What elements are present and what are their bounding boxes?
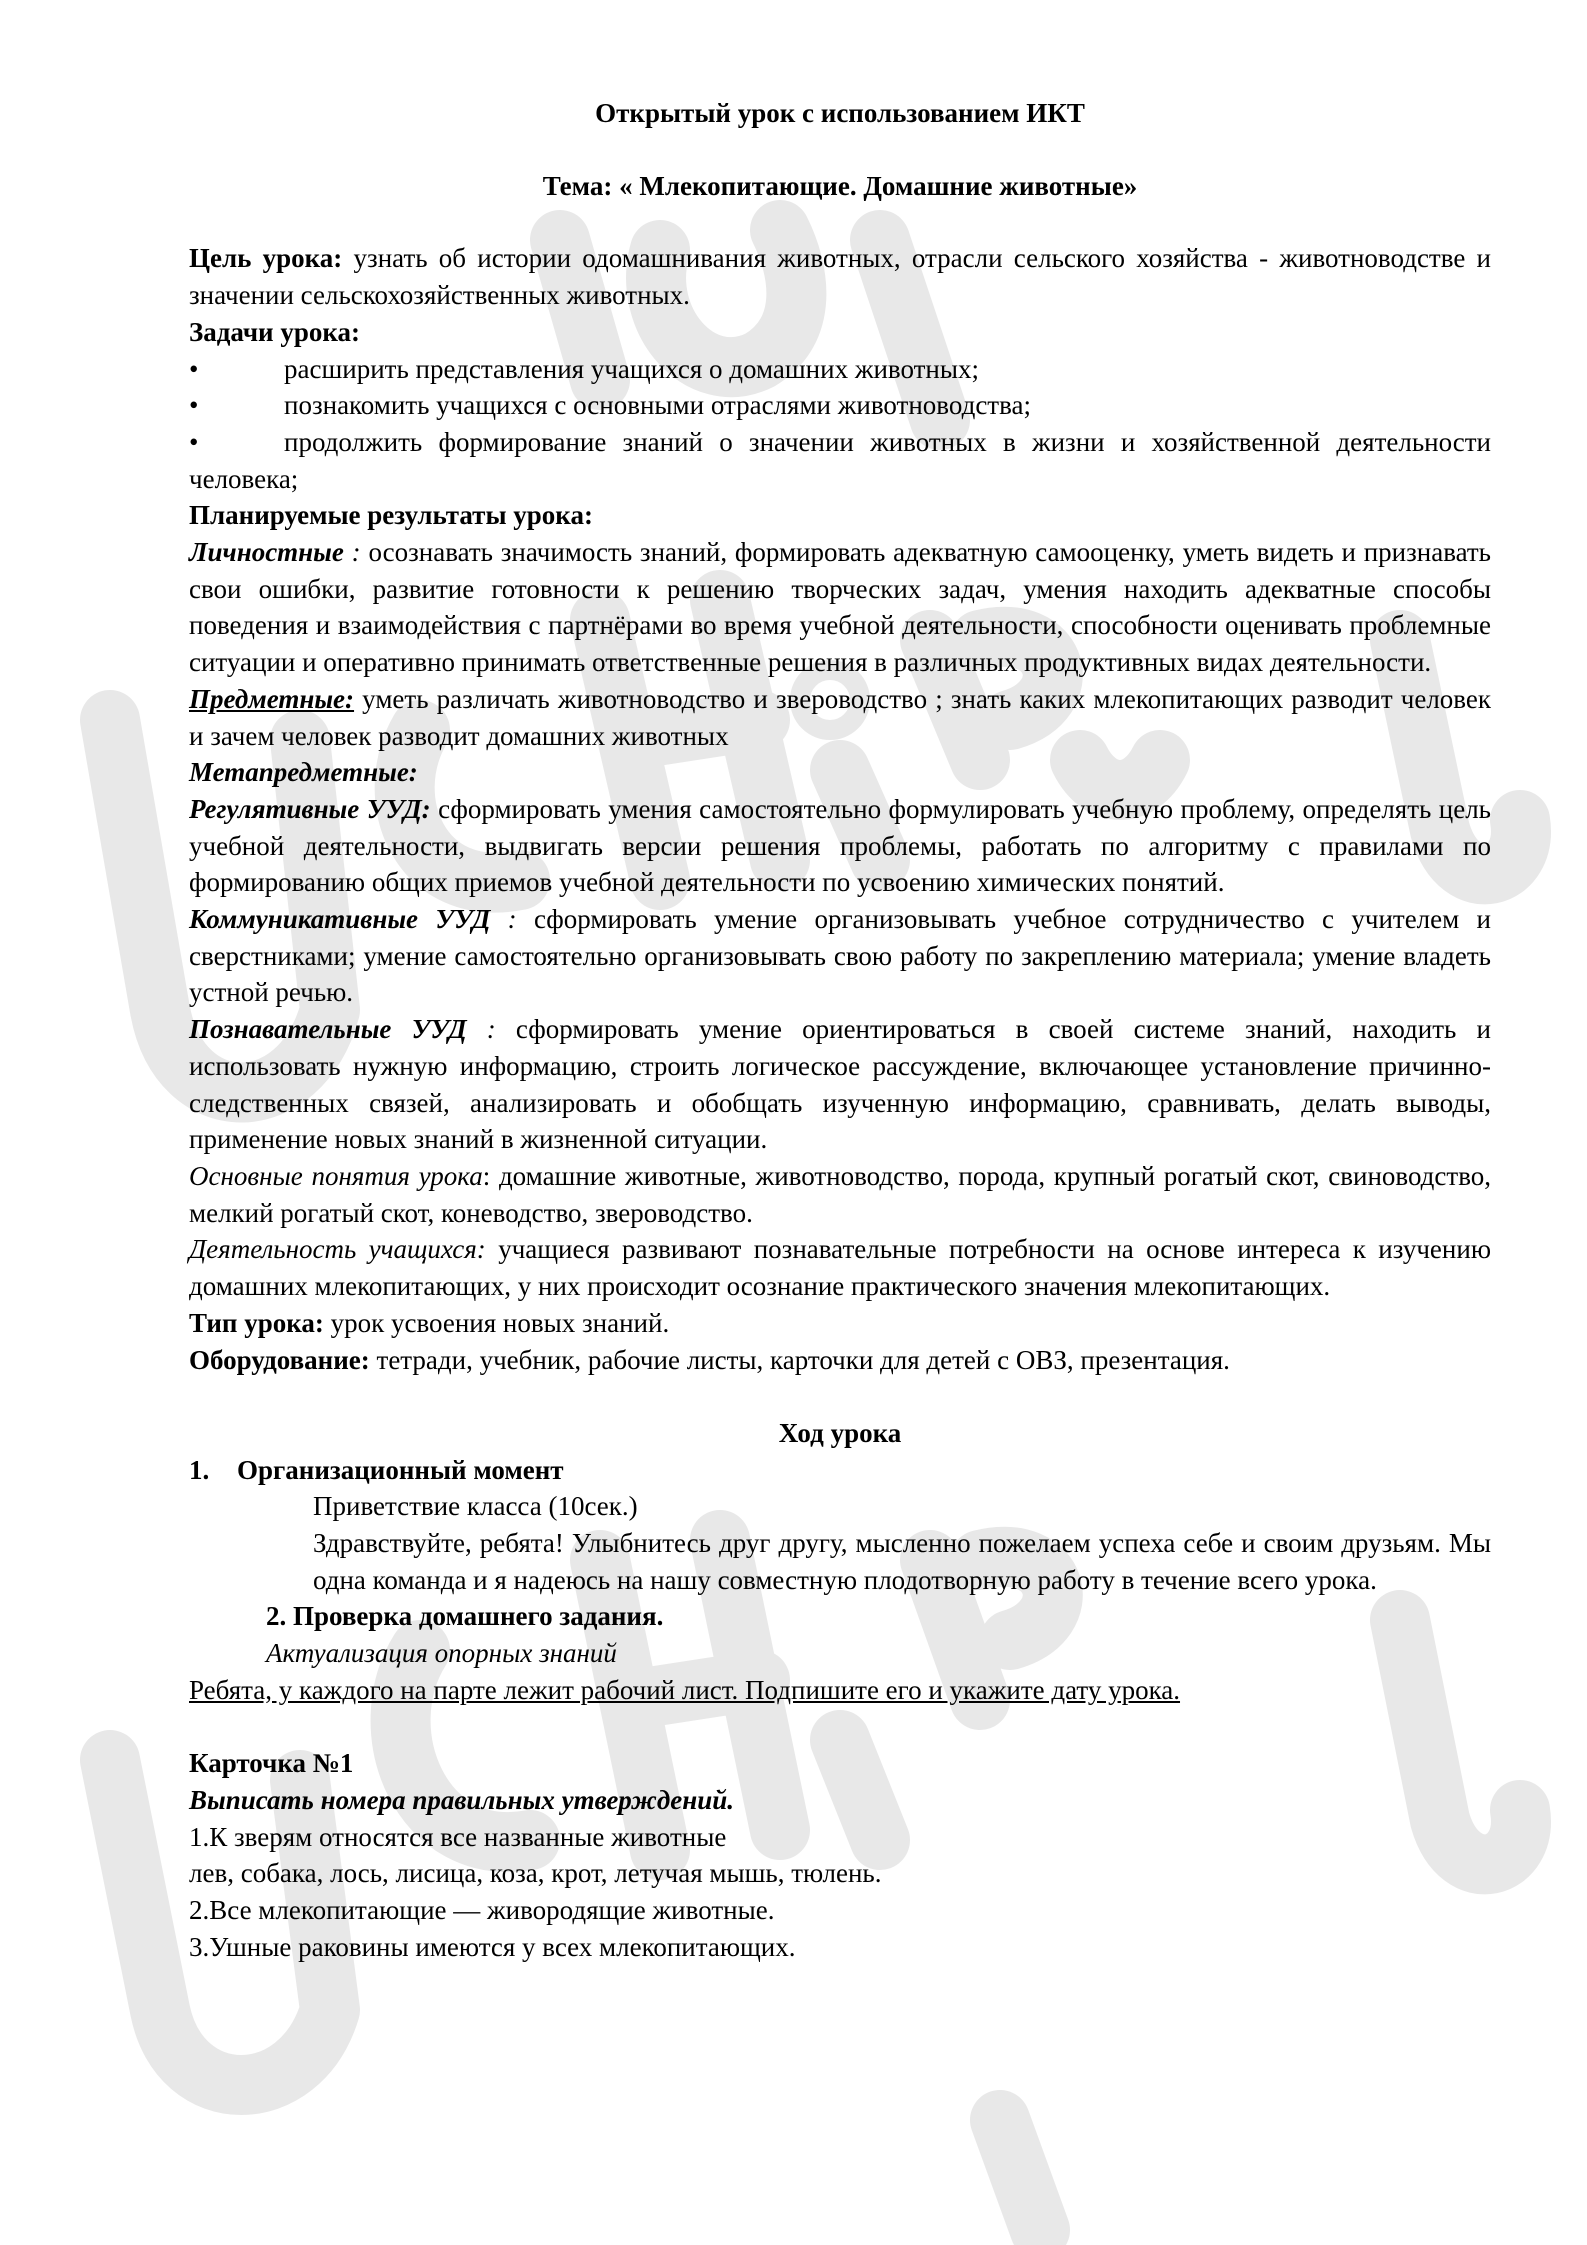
step-2-subheading: Актуализация опорных знаний <box>266 1638 617 1669</box>
cognitive-colon: : <box>466 1014 516 1045</box>
equipment-label: Оборудование: <box>189 1344 370 1375</box>
lesson-type-label: Тип урока: <box>189 1307 324 1338</box>
task-text: продолжить формирование знаний о значении животных в жизни и хозяйственной деятельности человека; <box>189 426 1491 494</box>
step-2-heading: 2. Проверка домашнего задания. <box>266 1601 664 1632</box>
lesson-goal <box>189 240 1491 313</box>
lesson-type-text: урок усвоения новых знаний. <box>323 1307 670 1338</box>
communicative-colon: : <box>490 904 534 935</box>
course-heading: Ход урока <box>778 1417 902 1448</box>
lesson-topic: Тема: « Млекопитающие. Домашние животные» <box>542 170 1138 201</box>
equipment <box>189 1342 1491 1379</box>
tasks-label: Задачи урока: <box>189 316 361 347</box>
bullet-glyph: • <box>189 426 199 457</box>
card-instruction: Выписать номера правильных утверждений. <box>189 1784 734 1815</box>
results-label: Планируемые результаты урока: <box>189 500 593 531</box>
student-activity <box>189 1231 1491 1304</box>
card-line: 2.Все млекопитающие — живородящие животные. <box>189 1895 775 1926</box>
communicative-label: Коммуникативные УУД <box>189 904 491 935</box>
activity-text: учащиеся развивают познавательные потребности на основе интереса к изучению домашних млекопитающих, у них происходит осознание практического значения млекопитающих. <box>189 1234 1491 1302</box>
step-1-heading <box>189 1452 1491 1489</box>
greeting-title: Приветствие класса (10сек.) <box>313 1491 638 1522</box>
card-line: лев, собака, лось, лисица, коза, крот, летучая мышь, тюлень. <box>189 1858 882 1889</box>
concepts-label: Основные понятия урока <box>189 1160 483 1191</box>
meta-label: Метапредметные: <box>189 757 418 788</box>
document-title: Открытый урок с использованием ИКТ <box>595 98 1085 128</box>
task-text: расширить представления учащихся о домашних животных; <box>284 353 980 384</box>
subject-label: Предметные: <box>189 683 355 714</box>
activity-label: Деятельность учащихся: <box>189 1234 486 1265</box>
card-line: 1.К зверям относятся все названные животные <box>189 1821 727 1852</box>
regulative-text: сформировать умения самостоятельно формулировать учебную проблему, определять цель учебной деятельности, выдвигать версии решения проблемы, работать по алгоритму с правилами по формированию общих приемов учебной деятельности по усвоению химических понятий. <box>189 793 1491 898</box>
equipment-text: тетради, учебник, рабочие листы, карточки для детей с ОВЗ, презентация. <box>369 1344 1230 1375</box>
task-item <box>189 387 1491 424</box>
task-item <box>189 424 1491 497</box>
card-line: 3.Ушные раковины имеются у всех млекопитающих. <box>189 1931 796 1962</box>
regulative-label: Регулятивные УУД: <box>189 793 431 824</box>
cognitive-results <box>189 1011 1491 1158</box>
step-1-title: Организационный момент <box>237 1454 564 1485</box>
task-item <box>189 351 1491 388</box>
worksheet-note: Ребята, у каждого на парте лежит рабочий лист. Подпишите его и укажите дату урока. <box>189 1674 1181 1705</box>
blank-line <box>189 1378 1491 1415</box>
communicative-text: сформировать умение организовывать учебное сотрудничество с учителем и сверстниками; умение самостоятельно организовывать свою работу по закреплению материала; умение владеть устной речью. <box>189 904 1491 1008</box>
blank-line <box>189 1709 1491 1746</box>
card-title: Карточка №1 <box>189 1748 354 1779</box>
goal-label: Цель урока: <box>189 243 343 274</box>
lesson-type <box>189 1305 1491 1342</box>
personal-results <box>189 534 1491 681</box>
communicative-results <box>189 901 1491 1011</box>
cognitive-text: сформировать умение ориентироваться в своей системе знаний, находить и использовать нужную информацию, строить логическое рассуждение, включающее установление причинно-следственных связей, анализировать и обобщать изученную информацию, сравнивать, делать выводы, применение новых знаний в жизненной ситуации. <box>189 1014 1492 1155</box>
cognitive-label: Познавательные УУД <box>189 1014 467 1045</box>
bullet-glyph: • <box>189 353 199 384</box>
task-text: познакомить учащихся с основными отраслями животноводства; <box>284 390 1031 421</box>
personal-colon: : <box>343 537 369 568</box>
bullet-glyph: • <box>189 390 199 421</box>
step-1-number: 1. <box>189 1454 210 1485</box>
personal-text: осознавать значимость знаний, формировать адекватную самооценку, уметь видеть и признавать свои ошибки, развитие готовности к решению творческих задач, умения находить адекватные способы поведения и взаимодействия с партнёрами во время учебной деятельности, способности оценивать проблемные ситуации и оперативно принимать ответственные решения в различных продуктивных видах деятельности. <box>189 537 1491 678</box>
key-concepts <box>189 1158 1491 1231</box>
subject-text: уметь различать животноводство и звероводство ; знать каких млекопитающих разводит человек и зачем человек разводит домашних животных <box>189 683 1491 751</box>
document-page <box>189 95 1491 1965</box>
personal-label: Личностные <box>189 537 344 568</box>
subject-results <box>189 681 1491 754</box>
concepts-text: : домашние животные, животноводство, порода, крупный рогатый скот, свиноводство, мелкий рогатый скот, коневодство, звероводство. <box>189 1160 1492 1228</box>
goal-text: узнать об истории одомашнивания животных, отрасли сельского хозяйства - животноводстве и значении сельскохозяйственных животных. <box>189 243 1491 311</box>
greeting-text: Здравствуйте, ребята! Улыбнитесь друг другу, мысленно пожелаем успеха себе и своим друзьям. Мы одна команда и я надеюсь на нашу совместную плодотворную работу в течение всего урока. <box>313 1528 1491 1595</box>
regulative-results <box>189 791 1491 901</box>
